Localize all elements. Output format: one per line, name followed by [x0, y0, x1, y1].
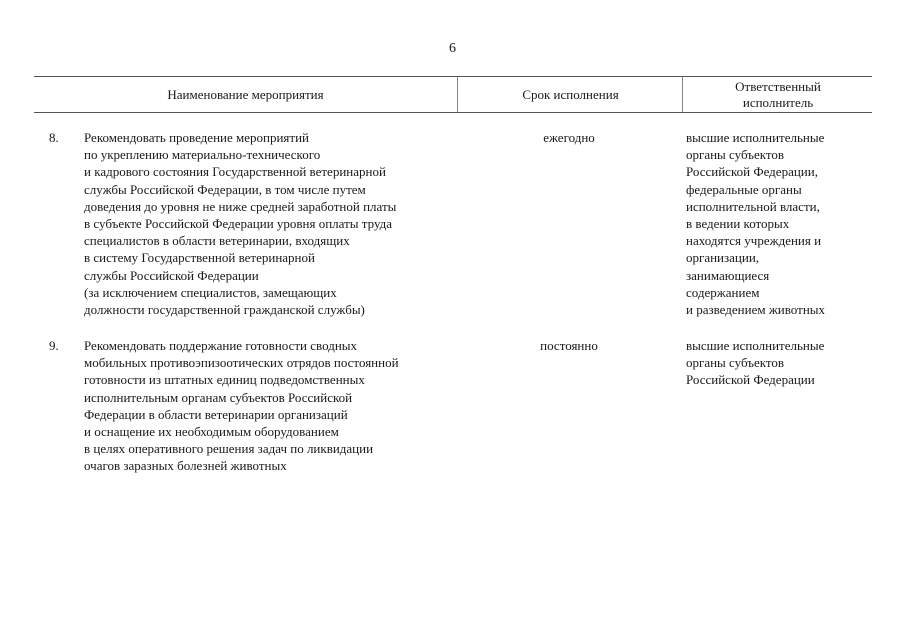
page-number: 6: [449, 41, 456, 56]
row-responsible: высшие исполнительные органы субъектов Российской Федерации: [686, 338, 825, 388]
header-name: Наименование мероприятия: [167, 86, 324, 102]
row-number: 8.: [49, 130, 59, 145]
header-term: Срок исполнения: [457, 77, 683, 112]
table-header: [34, 76, 872, 113]
row-term: ежегодно: [543, 130, 595, 145]
row-measure-text: Рекомендовать поддержание готовности сводных мобильных противоэпизоотических отрядов постоянной готовности из штатных единиц подведомственных исполнительным органам субъектов Российской Федерации в области ветеринарии организаций и оснащение их необходимым оборудованием в целях оперативного решения задач по ликвидации очагов заразных болезней животных: [84, 338, 399, 474]
row-responsible: высшие исполнительные органы субъектов Российской Федерации, федеральные органы исполнительной власти, в ведении которых находятся учреждения и организации, занимающиеся содержанием и разведением животных: [686, 130, 826, 318]
header-responsible-label: Ответственный исполнитель: [735, 78, 821, 110]
row-number: 9.: [49, 338, 59, 353]
row-term: постоянно: [540, 338, 598, 353]
header-responsible: [682, 77, 873, 112]
row-measure-text: Рекомендовать проведение мероприятий по укреплению материально-технического и кадрового состояния Государственной ветеринарной службы Российской Федерации, в том числе путем доведения до уровня не ниже средней заработной платы в субъекте Российской Федерации уровня оплаты труда специалистов в области ветеринарии, входящих в систему Государственной ветеринарной службы Российской Федерации (за исключением специалистов, замещающих должности государственной гражданской службы): [84, 130, 397, 318]
